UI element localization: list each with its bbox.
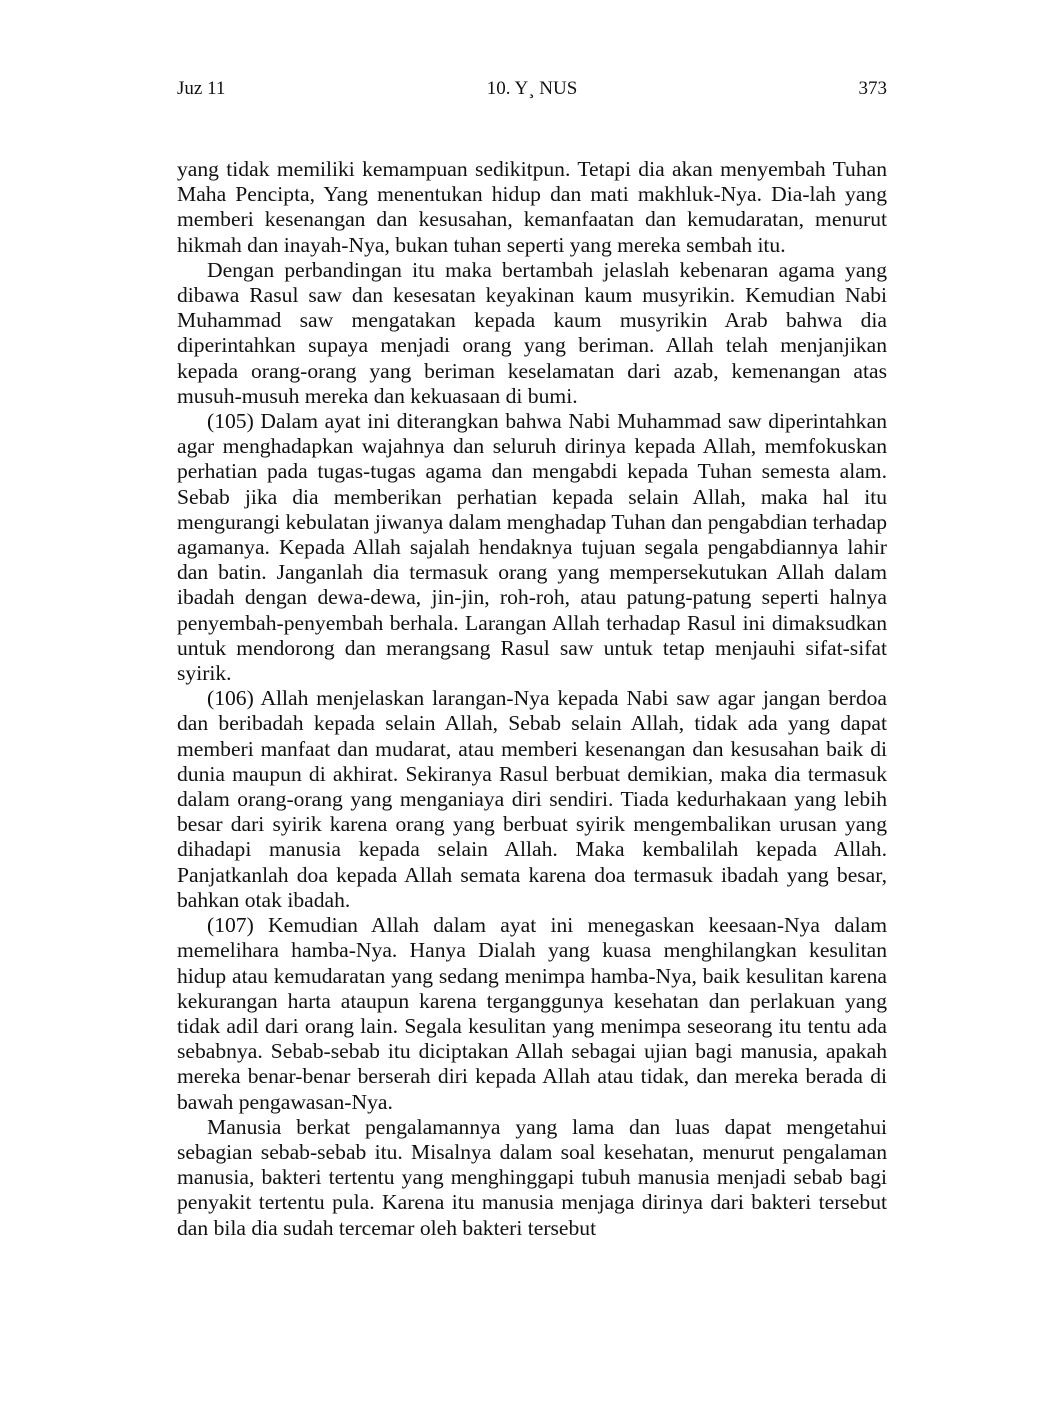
paragraph-experience: Manusia berkat pengalamannya yang lama dan luas dapat mengetahui sebagian sebab-sebab itu. Misalnya dalam soal kesehatan, menurut pengalaman manusia, bakteri tertentu yang menghinggapi tubuh manusia menjadi sebab bagi penyakit tertentu pula. Karena itu manusia menjaga dirinya dari bakteri tersebut dan bila dia sudah tercemar oleh bakteri tersebut — [177, 1114, 887, 1240]
paragraph-verse-107: (107) Kemudian Allah dalam ayat ini menegaskan keesaan-Nya dalam memelihara hamba-Nya. Hanya Dialah yang kuasa menghilangkan kesulitan hidup atau kemudaratan yang sedang menimpa hamba-Nya, baik kesulitan karena kekurangan harta ataupun karena terganggunya kesehatan dan perlakuan yang tidak adil dari orang lain. Segala kesulitan yang menimpa seseorang itu tentu ada sebabnya. Sebab-sebab itu diciptakan Allah sebagai ujian bagi manusia, apakah mereka benar-benar berserah diri kepada Allah atau tidak, dan mereka berada di bawah pengawasan-Nya. — [177, 913, 887, 1114]
running-head-surah: 10. Y¸ NUS — [486, 78, 578, 99]
page-number: 373 — [858, 78, 887, 99]
paragraph-continuation: yang tidak memiliki kemampuan sedikitpun. Tetapi dia akan menyembah Tuhan Maha Pencipta, Yang menentukan hidup dan mati makhluk-Nya. Dia-lah yang memberi kesenangan dan kesusahan, kemanfaatan dan kemudaratan, menurut hikmah dan inayah-Nya, bukan tuhan seperti yang mereka sembah itu. — [177, 157, 887, 257]
running-head-juz: Juz 11 — [177, 78, 226, 99]
paragraph-verse-106: (106) Allah menjelaskan larangan-Nya kepada Nabi saw agar jangan berdoa dan beribadah kepada selain Allah, Sebab selain Allah, tidak ada yang dapat memberi manfaat dan mudarat, atau memberi kesenangan dan kesusahan baik di dunia maupun di akhirat. Sekiranya Rasul berbuat demikian, maka dia termasuk dalam orang-orang yang menganiaya diri sendiri. Tiada kedurhakaan yang lebih besar dari syirik karena orang yang berbuat syirik mengembalikan urusan yang dihadapi manusia kepada selain Allah. Maka kembalilah kepada Allah. Panjatkanlah doa kepada Allah semata karena doa termasuk ibadah yang besar, bahkan otak ibadah. — [177, 686, 887, 912]
body-text — [177, 157, 887, 1241]
paragraph-verse-105: (105) Dalam ayat ini diterangkan bahwa Nabi Muhammad saw diperintahkan agar menghadapkan wajahnya dan seluruh dirinya kepada Allah, memfokuskan perhatian pada tugas-tugas agama dan mengabdi kepada Tuhan semesta alam. Sebab jika dia memberikan perhatian kepada selain Allah, maka hal itu mengurangi kebulatan jiwanya dalam menghadap Tuhan dan pengabdian terhadap agamanya. Kepada Allah sajalah hendaknya tujuan segala pengabdiannya lahir dan batin. Janganlah dia termasuk orang yang mempersekutukan Allah dalam ibadah dengan dewa-dewa, jin-jin, roh-roh, atau patung-patung seperti halnya penyembah-penyembah berhala. Larangan Allah terhadap Rasul ini dimaksudkan untuk mendorong dan merangsang Rasul saw untuk tetap menjauhi sifat-sifat syirik. — [177, 409, 887, 686]
paragraph-comparison: Dengan perbandingan itu maka bertambah jelaslah kebenaran agama yang dibawa Rasul saw dan kesesatan keyakinan kaum musyrikin. Kemudian Nabi Muhammad saw mengatakan kepada kaum musyrikin Arab bahwa dia diperintahkan supaya menjadi orang yang beriman. Allah telah menjanjikan kepada orang-orang yang beriman keselamatan dari azab, kemenangan atas musuh-musuh mereka dan kekuasaan di bumi. — [177, 257, 887, 408]
page-header — [177, 76, 887, 102]
